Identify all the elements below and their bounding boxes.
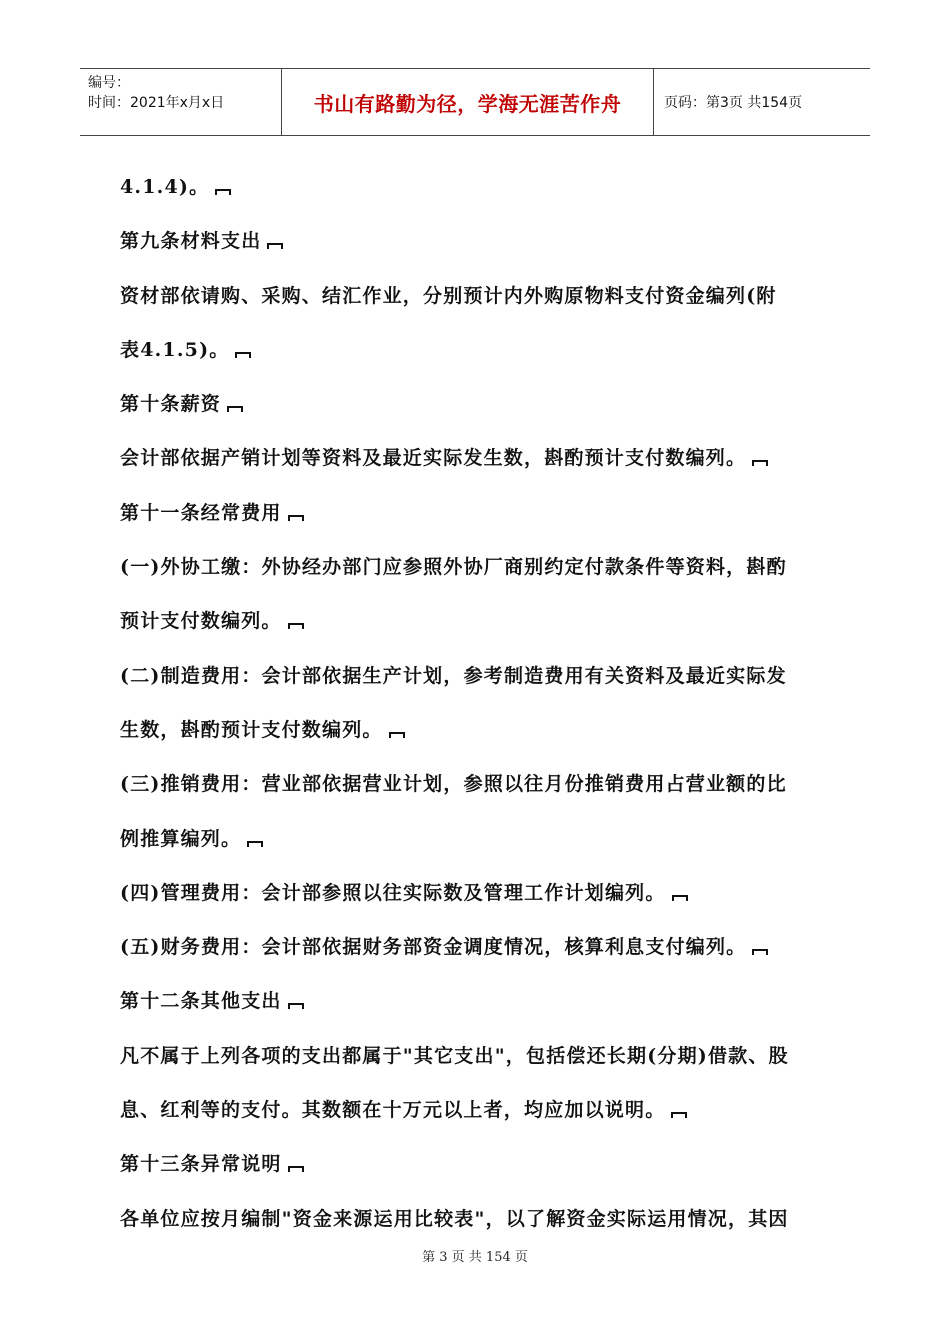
paragraph-mark-icon — [288, 1003, 304, 1009]
body-line: 会计部依据产销计划等资料及最近实际发生数，斟酌预计支付数编列。 — [120, 431, 865, 485]
paragraph-mark-icon — [235, 352, 251, 358]
serial-label: 编号： — [88, 75, 130, 91]
header-meta-cell — [80, 69, 282, 135]
document-body — [120, 160, 865, 1246]
page-info-text: 页码：第3页 共154页 — [664, 95, 803, 111]
paragraph-mark-icon — [671, 1112, 687, 1118]
motto-cell — [282, 69, 654, 135]
paragraph-mark-icon — [389, 732, 405, 738]
paragraph-mark-icon — [288, 623, 304, 629]
paragraph-mark-icon — [227, 406, 243, 412]
body-line: 息、红利等的支付。其数额在十万元以上者，均应加以说明。 — [120, 1083, 865, 1137]
body-line: 表4.1.5)。 — [120, 323, 865, 377]
paragraph-mark-icon — [247, 841, 263, 847]
body-line: 4.1.4)。 — [120, 160, 865, 214]
body-line: 资材部依请购、采购、结汇作业，分别预计内外购原物料支付资金编列(附 — [120, 284, 777, 307]
motto-text: 书山有路勤为径，学海无涯苦作舟 — [313, 91, 622, 116]
body-line: 预计支付数编列。 — [120, 594, 865, 648]
paragraph-mark-icon — [288, 1166, 304, 1172]
section-heading: 第十二条其他支出 — [120, 974, 865, 1028]
body-line: 各单位应按月编制"资金来源运用比较表"，以了解资金实际运用情况，其因 — [120, 1207, 789, 1230]
paragraph-mark-icon — [215, 189, 231, 195]
paragraph-mark-icon — [752, 460, 768, 466]
body-line: 生数，斟酌预计支付数编列。 — [120, 703, 865, 757]
body-line: 凡不属于上列各项的支出都属于"其它支出"，包括偿还长期(分期)借款、股 — [120, 1044, 789, 1067]
paragraph-mark-icon — [267, 243, 283, 249]
page-info-cell — [654, 69, 870, 135]
section-heading: 第十一条经常费用 — [120, 486, 865, 540]
paragraph-mark-icon — [288, 515, 304, 521]
body-line: (三)推销费用：营业部依据营业计划，参照以往月份推销费用占营业额的比 — [120, 773, 787, 796]
section-heading: 第九条材料支出 — [120, 214, 865, 268]
body-line: 例推算编列。 — [120, 812, 865, 866]
body-line: (一)外协工缴：外协经办部门应参照外协厂商别约定付款条件等资料，斟酌 — [120, 556, 787, 579]
body-line: (四)管理费用：会计部参照以往实际数及管理工作计划编列。 — [120, 866, 865, 920]
section-heading: 第十条薪资 — [120, 377, 865, 431]
page-footer — [0, 1246, 950, 1265]
footer-page-number: 第 3 页 共 154 页 — [422, 1250, 528, 1265]
section-heading: 第十三条异常说明 — [120, 1137, 865, 1191]
time-label: 时间：2021年x月x日 — [88, 95, 225, 111]
body-line: (五)财务费用：会计部依据财务部资金调度情况，核算利息支付编列。 — [120, 920, 865, 974]
paragraph-mark-icon — [752, 949, 768, 955]
document-header — [80, 68, 870, 136]
body-line: (二)制造费用：会计部依据生产计划，参考制造费用有关资料及最近实际发 — [120, 664, 787, 687]
paragraph-mark-icon — [672, 895, 688, 901]
